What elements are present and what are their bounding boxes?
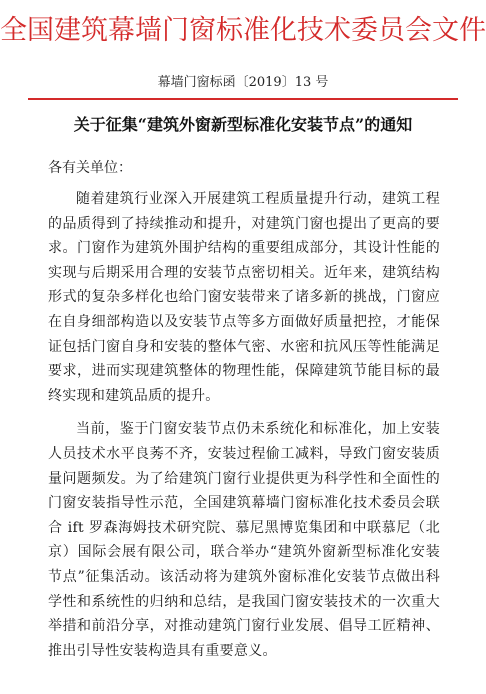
document-number: 幕墙门窗标函〔2019〕13 号 — [157, 75, 329, 90]
salutation: 各有关单位： — [48, 160, 132, 176]
body-paragraph: 当前，鉴于门窗安装节点仍未系统化和标准化，加上安装人员技术水平良莠不齐，安装过程偷工减料，导致门窗安装质量问题频发。为了给建筑门窗行业提供更为科学性和全面性的门窗安装指导性示范，全国建筑幕墙门窗标准化技术委员会联合 ift 罗森海姆技术研究院、慕尼黑博览集团和中联慕尼（北京）国际会展有限公司，联合举办“建筑外窗新型标准化安装节点”征集活动。该活动将为建筑外窗标准化安装节点做出科学性和系统性的归纳和总结，是我国门窗安装技术的一次重大举措和前沿分享，对推动建筑门窗行业发展、倡导工匠精神、推出引导性安装构造具有重要意义。 — [48, 421, 440, 659]
notice-subject: 关于征集“建筑外窗新型标准化安装节点”的通知 — [73, 115, 413, 134]
body-paragraph: 随着建筑行业深入开展建筑工程质量提升行动，建筑工程的品质得到了持续推动和提升，对建筑门窗也提出了更高的要求。门窗作为建筑外围护结构的重要组成部分，其设计性能的实现与后期采用合理的安装节点密切相关。近年来，建筑结构形式的复杂多样化也给门窗安装带来了诸多新的挑战，门窗应在自身细部构造以及安装节点等多方面做好质量把控，才能保证包括门窗自身和安装的整体气密、水密和抗风压等性能满足要求，进而实现建筑整体的物理性能，保障建筑节能目标的最终实现和建筑品质的提升。 — [48, 191, 440, 404]
document-header-title: 全国建筑幕墙门窗标准化技术委员会文件 — [0, 15, 486, 46]
header-divider — [28, 98, 458, 100]
notice-body — [48, 187, 440, 672]
